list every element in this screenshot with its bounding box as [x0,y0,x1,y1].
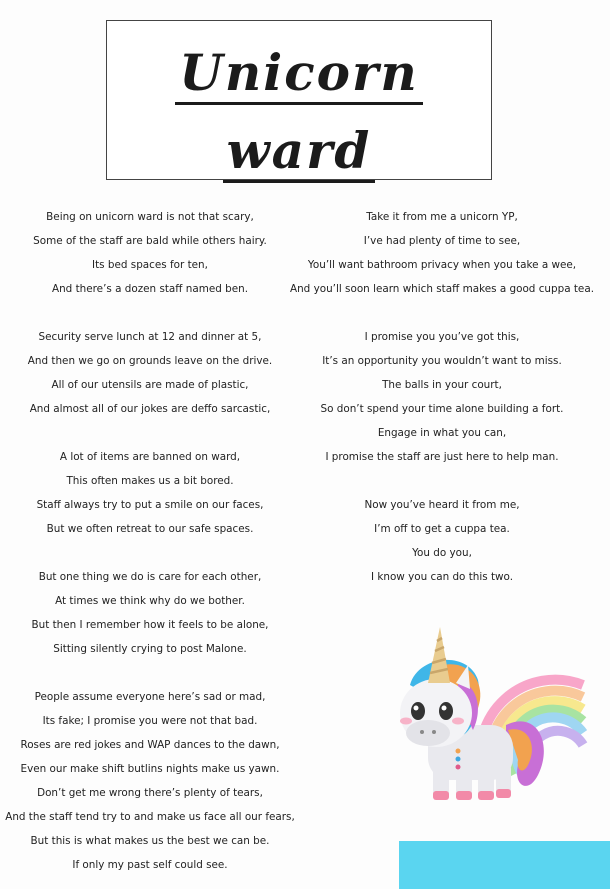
poem-line: At times we think why do we bother. [55,595,245,607]
poem-line: A lot of items are banned on ward, [59,451,241,463]
poem-line: Its fake; I promise you were not that bad. [42,715,258,727]
stanza-gap [0,304,300,328]
poem-line: You do you, [412,547,472,559]
poem-line: And there’s a dozen staff named ben. [51,283,249,295]
poem-line: I promise you you’ve got this, [364,331,520,343]
poem-line: But this is what makes us the best we can be. [30,835,270,847]
poem-line: Some of the staff are bald while others hairy. [33,235,267,247]
poem-line: It’s an opportunity you wouldn’t want to miss. [322,355,562,367]
title-line-2: ward [107,121,491,180]
poem-line: But then I remember how it feels to be alone, [31,619,269,631]
poem-line: I know you can do this two. [370,571,514,583]
poem-line: Its bed spaces for ten, [92,259,208,271]
poem-line: This often makes us a bit bored. [66,475,234,487]
poem-line: Security serve lunch at 12 and dinner at 5, [38,331,262,343]
poem-line: All of our utensils are made of plastic, [51,379,249,391]
poem-right-column [288,208,596,592]
poem-left-column [0,208,300,880]
poem-line: I promise the staff are just here to help man. [325,451,559,463]
poem-line: But we often retreat to our safe spaces. [46,523,254,535]
poem-line: Staff always try to put a smile on our faces, [36,499,264,511]
poem-line: Being on unicorn ward is not that scary, [46,211,254,223]
poem-line: And almost all of our jokes are deffo sarcastic, [29,403,271,415]
poem-line: If only my past self could see. [72,859,228,871]
poem-line: I’ve had plenty of time to see, [363,235,521,247]
poem-line: But one thing we do is care for each other, [38,571,262,583]
stanza-gap [288,304,596,328]
stanza-gap [0,544,300,568]
stanza-gap [0,664,300,688]
poem-line: So don’t spend your time alone building a fort. [320,403,564,415]
title-line-1: Unicorn [107,43,491,102]
poem-line: Engage in what you can, [377,427,507,439]
stanza-gap [288,472,596,496]
poem-line: Take it from me a unicorn YP, [366,211,518,223]
poem-line: People assume everyone here’s sad or mad, [34,691,266,703]
unicorn-rainbow-icon [388,625,588,810]
poem-line: And you’ll soon learn which staff makes a good cuppa tea. [289,283,594,295]
stanza-gap [0,424,300,448]
cyan-bar [399,841,610,889]
title-box [106,20,492,180]
poem-line: Don’t get me wrong there’s plenty of tears, [37,787,263,799]
poem-line: And then we go on grounds leave on the drive. [27,355,273,367]
poem-line: The balls in your court, [382,379,502,391]
poem-line: And the staff tend try to and make us face all our fears, [5,811,295,823]
poem-line: Even our make shift butlins nights make us yawn. [20,763,280,775]
poem-line: I’m off to get a cuppa tea. [374,523,510,535]
poem-line: Now you’ve heard it from me, [364,499,520,511]
poem-line: Roses are red jokes and WAP dances to the dawn, [20,739,280,751]
poem-line: You’ll want bathroom privacy when you take a wee, [307,259,577,271]
poem-line: Sitting silently crying to post Malone. [53,643,247,655]
